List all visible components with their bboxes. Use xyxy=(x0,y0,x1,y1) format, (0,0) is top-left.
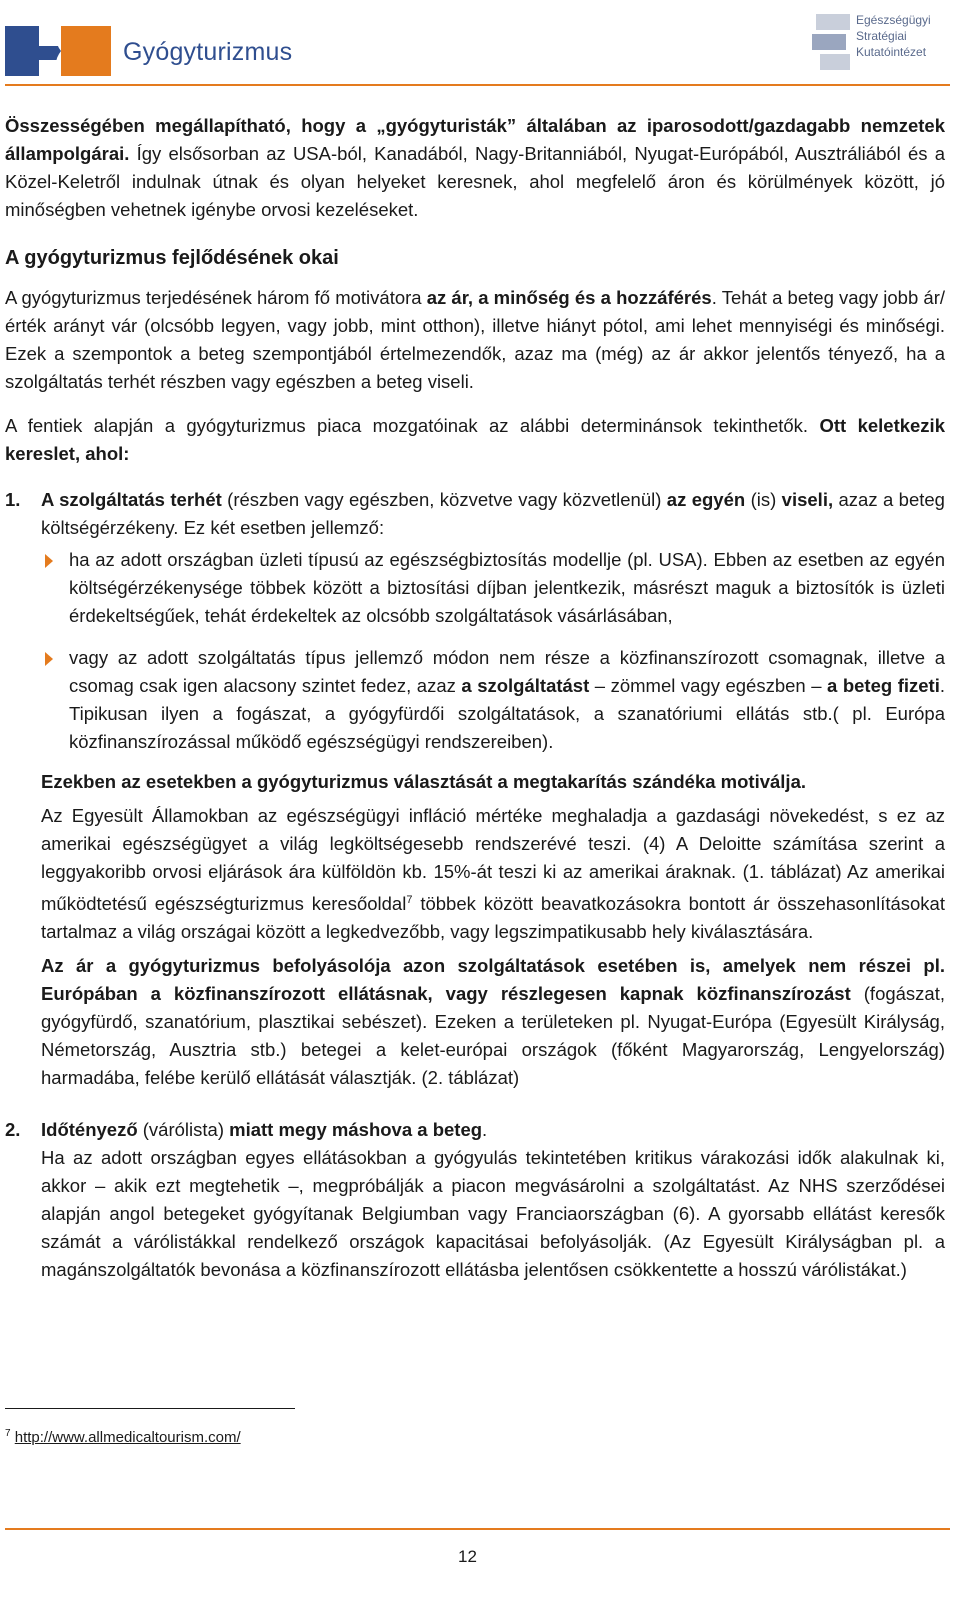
brand-logo-icon xyxy=(5,24,113,78)
price-text: (fogászat, gyógyfürdő, szanatórium, plasztikai sebészet). Ezeken a területeken pl. Nyugat-Európa (Egyesült Királyság, Németország, Ausztria stb.) betegei a kelet-európai országok (főként Magyarország, Lengyelország) harmadába, felébe kerülő ellátását választják. (2. táblázat) xyxy=(41,983,945,1089)
item2-text-4: . xyxy=(482,1119,488,1141)
determinants-text: A fentiek alapján a gyógyturizmus piaca mozgatóinak az alábbi determinánsok tekinthetők. xyxy=(5,415,820,436)
list-item-1 xyxy=(5,486,945,542)
footnote-link[interactable]: http://www.allmedicaltourism.com/ xyxy=(14,1429,241,1446)
motivators-paragraph xyxy=(5,284,945,396)
price-influence-paragraph xyxy=(5,952,945,1092)
bullet-triangle-icon xyxy=(45,554,53,568)
institute-line-3: Kutatóintézet xyxy=(856,45,927,59)
item1-bold-3: az egyén xyxy=(666,489,746,510)
bullet2-bold-d: a beteg fizeti xyxy=(827,675,940,696)
motivators-text-bold: az ár, a minőség és a hozzáférés xyxy=(426,287,712,308)
header-divider xyxy=(5,84,950,86)
list-number-2: 2. xyxy=(5,1119,21,1141)
footnote-number: 7 xyxy=(5,1428,11,1439)
intro-bold-lead: Összességében megállapítható, hogy a „gyógyturisták” általában az iparosodott/gazdagabb nemzetek állampolgárai. xyxy=(5,115,945,164)
item1-text-6: azaz a beteg költségérzékeny. Ez két esetben jellemző: xyxy=(41,489,945,538)
bullet2-bold-b: a szolgáltatást xyxy=(461,675,590,696)
institute-line-2: Stratégiai xyxy=(856,29,907,43)
savings-statement-text: Ezekben az esetekben a gyógyturizmus választását a megtakarítás szándéka motiválja. xyxy=(41,771,807,792)
footer-divider xyxy=(5,1528,950,1530)
us-text-a: Az Egyesült Államokban az egészségügyi infláció mértéke meghaladja a gazdasági növekedést, s ez az amerikai egészségügyet a világ legköltségesebb rendszerévé teszi. (4) A Deloitte számítása szerint a leggyakoribb orvosi eljárások ára külföldön kb. 15%-át teszi ki az amerikai áraknak. (1. táblázat) Az amerikai működtetésű egészségturizmus keresőoldal xyxy=(41,805,945,915)
brand-title: Gyógyturizmus xyxy=(123,38,293,66)
price-bold: Az ár a gyógyturizmus befolyásolója azon szolgáltatások esetében is, amelyek nem részei pl. Európában a közfinanszírozott ellátásnak, vagy részlegesen kapnak közfinanszírozást xyxy=(41,955,945,1005)
item1-bold-5: viseli, xyxy=(781,489,834,510)
institute-line-1: Egészségügyi xyxy=(856,13,931,27)
bullet-triangle-icon xyxy=(45,652,53,666)
institute-name xyxy=(848,12,931,60)
determinants-bold: Ott keletkezik kereslet, ahol: xyxy=(5,415,945,464)
item2-body: Ha az adott országban egyes ellátásokban a gyógyulás tekintetében kritikus várakozási idők alakulnak ki, akkor – akik ezt megtehetik –, megpróbálják a piacon megvásárolni a szolgáltatást. Az NHS szerződései alapján angol betegeket gyógyítanak Belgiumban vagy Franciaországban (6). A gyorsabb ellátást keresők számát a várólistákkal rendelkező országok kapacitásai befolyásolják. (Az Egyesült Királyságban pl. a magánszolgáltatók bevonása a közfinanszírozott ellátásba jelentősen csökkentette a hosszú várólistákat.) xyxy=(41,1147,945,1281)
list-number-1: 1. xyxy=(5,489,21,510)
page-number: 12 xyxy=(458,1547,477,1566)
bullet2-text-c: – zömmel vagy egészben – xyxy=(589,675,828,696)
section-heading: A gyógyturizmus fejlődésének okai xyxy=(5,247,339,269)
determinants-paragraph xyxy=(5,412,945,468)
institute-logo xyxy=(812,8,952,74)
item2-bold-1: Időtényező xyxy=(41,1119,138,1141)
footnote xyxy=(5,1424,241,1448)
motivators-text-a: A gyógyturizmus terjedésének három fő motivátora xyxy=(5,287,427,308)
savings-statement xyxy=(5,768,945,796)
item2-text-2: (várólista) xyxy=(137,1119,230,1141)
bullet-item-2 xyxy=(5,644,945,756)
bullet2-text-e: . Tipikusan ilyen a fogászat, a gyógyfürdői szolgáltatások, a szanatóriumi ellátás stb.( pl. Európa közfinanszírozással működő egészségügyi rendszereiben). xyxy=(69,675,945,752)
intro-rest: Így elsősorban az USA-ból, Kanadából, Nagy-Britanniából, Nyugat-Európából, Ausztráliából és a Közel-Keletről indulnak útnak és olyan helyeket keresnek, ahol megfelelő áron és körülmények között, jó minőségben vehetnek igénybe orvosi kezeléseket. xyxy=(5,143,945,220)
bullet1-text: ha az adott országban üzleti típusú az egészségbiztosítás modellje (pl. USA). Ebben az esetben az egyén költségérzékenysége többek között a biztosítási díjban jelentkezik, másrészt maguk a biztosítók is üzleti érdekeltségűek, tehát érdekeltek az olcsóbb szolgáltatások vásárlásában, xyxy=(69,549,945,626)
bullet2-text-a: vagy az adott szolgáltatás típus jellemző módon nem része a közfinanszírozott csomagnak, illetve a csomag csak igen alacsony szintet fedez, azaz xyxy=(69,647,945,696)
bullet-item-1 xyxy=(5,546,945,630)
item1-bold-1: A szolgáltatás terhét xyxy=(41,489,222,510)
footnote-ref: 7 xyxy=(406,894,413,906)
item2-bold-3: miatt megy máshova a beteg xyxy=(229,1119,483,1141)
us-text-b: többek között beavatkozásokra bontott ár összehasonlításokat tartalmaz a világ országai között a legkedvezőbb, vagy legszimpatikusabb hely kiválasztására. xyxy=(41,893,945,943)
item1-text-2: (részben vagy egészben, közvetve vagy közvetlenül) xyxy=(221,489,667,510)
list-item-2 xyxy=(5,1116,945,1284)
us-inflation-paragraph xyxy=(5,802,945,946)
motivators-text-c: . Tehát a beteg vagy jobb ár/érték arányt vár (olcsóbb legyen, vagy jobb, mint otthon), illetve hiányt pótol, ami lehet mennyiségi és minőségi. Ezek a szempontok a beteg szempontjából értelmezendők, azaz ma (még) az ár akkor jelentős tényező, ha a szolgáltatás terhét részben vagy egészben a beteg viseli. xyxy=(5,287,945,392)
item1-text-4: (is) xyxy=(745,489,782,510)
footnote-divider xyxy=(5,1408,295,1409)
document-body xyxy=(5,112,945,1284)
intro-paragraph xyxy=(5,112,945,224)
page-header xyxy=(0,0,960,88)
